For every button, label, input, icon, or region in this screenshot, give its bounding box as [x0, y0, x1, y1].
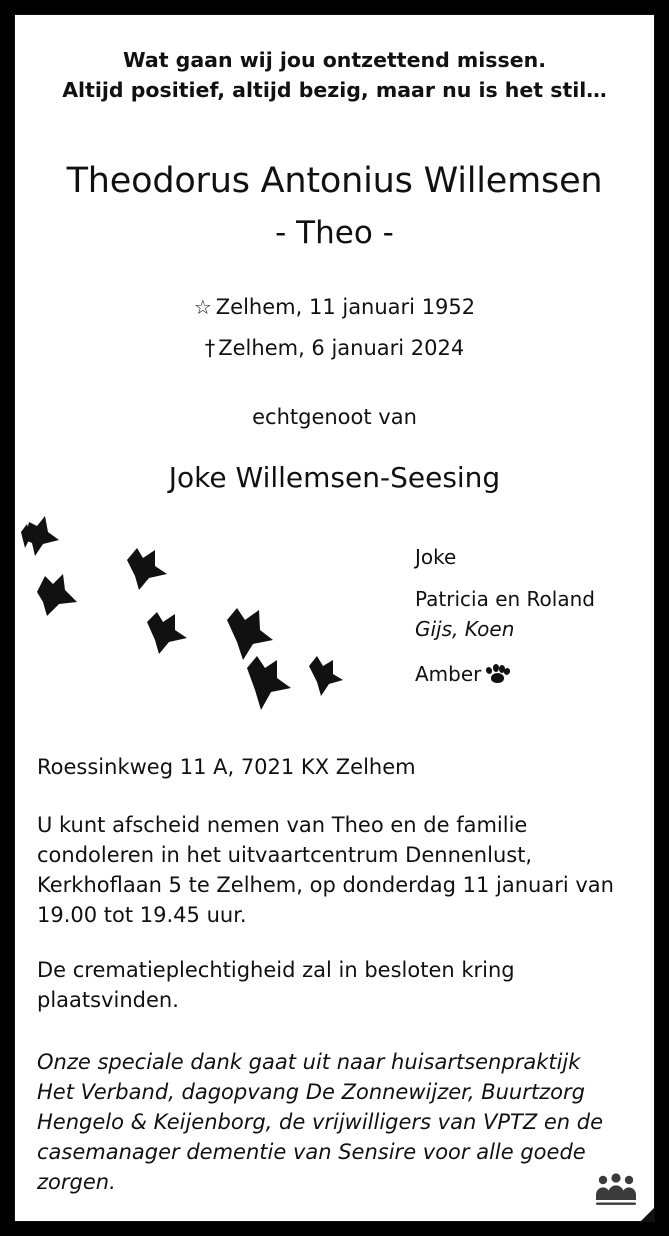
intro-text: [55, 45, 614, 105]
spouse-name: Joke Willemsen-Seesing: [168, 461, 501, 494]
family-member-3: Amber: [415, 662, 482, 686]
intro-line-2: Altijd positief, altijd bezig, maar nu is het stil…: [62, 78, 607, 102]
cremation-paragraph: De crematieplechtigheid zal in besloten kring plaatsvinden.: [37, 958, 515, 1012]
page-corner-fold: [641, 1208, 654, 1221]
family-list: [415, 543, 645, 702]
birth-text: Zelhem, 11 januari 1952: [215, 295, 476, 319]
life-dates: [15, 287, 654, 369]
deceased-nickname: - Theo -: [275, 215, 394, 251]
family-member-1: Patricia en Roland: [415, 587, 595, 611]
family-member-0: Joke: [415, 545, 457, 569]
death-line: [15, 328, 654, 369]
cross-icon: †: [204, 336, 216, 360]
obituary-card: [14, 14, 655, 1222]
star-icon: ☆: [193, 295, 212, 319]
family-address: Roessinkweg 11 A, 7021 KX Zelhem: [37, 755, 416, 779]
relation-label: echtgenoot van: [252, 405, 417, 429]
condolence-paragraph: U kunt afscheid nemen van Theo en de familie condoleren in het uitvaartcentrum Dennenlust, Kerkhoflaan 5 te Zelhem, op donderdag 11 januari van 19.00 tot 19.45 uur.: [37, 813, 614, 927]
paw-print-icon: [486, 664, 508, 684]
flying-birds-illustration: [15, 510, 365, 745]
family-member-3-row: [415, 660, 645, 689]
funeral-home-logo-icon: [594, 1173, 638, 1207]
family-member-2: Gijs, Koen: [415, 617, 515, 641]
intro-line-1: Wat gaan wij jou ontzettend missen.: [123, 48, 546, 72]
deceased-name: Theodorus Antonius Willemsen: [66, 161, 603, 201]
thanks-paragraph: Onze speciale dank gaat uit naar huisartsenpraktijk Het Verband, dagopvang De Zonnewijzer, Buurtzorg Hengelo & Keijenborg, de vrijwilligers van VPTZ en de casemanager dementie van Sensire voor alle goede zorgen.: [37, 1050, 604, 1194]
birth-line: [15, 287, 654, 328]
death-text: Zelhem, 6 januari 2024: [218, 336, 465, 360]
